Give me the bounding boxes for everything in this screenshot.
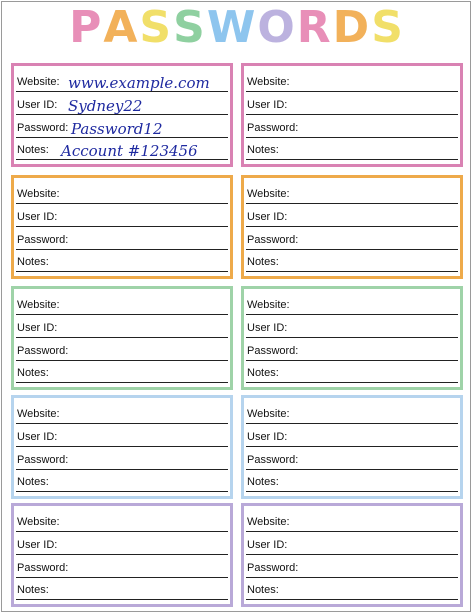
notes-field[interactable] <box>246 136 458 160</box>
user-id-field[interactable] <box>16 423 228 447</box>
password-field[interactable] <box>246 337 458 361</box>
notes-label: Notes: <box>17 584 49 596</box>
notes-field[interactable] <box>246 576 458 600</box>
title-letter: S <box>371 2 405 53</box>
website-label: Website: <box>17 516 60 528</box>
user-id-field[interactable] <box>16 531 228 555</box>
password-field[interactable] <box>246 446 458 470</box>
user-id-label: User ID: <box>247 539 288 551</box>
password-field[interactable] <box>246 554 458 578</box>
password-label: Password: <box>17 345 69 357</box>
title-letter: W <box>206 2 258 53</box>
website-value: www.example.com <box>68 74 210 92</box>
password-label: Password: <box>247 454 299 466</box>
title-letter: R <box>296 2 333 53</box>
user-id-label: User ID: <box>247 99 288 111</box>
notes-field[interactable] <box>16 359 228 383</box>
notes-field[interactable] <box>16 248 228 272</box>
website-label: Website: <box>247 408 290 420</box>
user-id-field[interactable] <box>246 314 458 338</box>
website-label: Website: <box>247 188 290 200</box>
notes-label: Notes: <box>17 367 49 379</box>
user-id-field[interactable] <box>246 531 458 555</box>
website-label: Website: <box>17 188 60 200</box>
notes-field[interactable] <box>246 359 458 383</box>
notes-field[interactable] <box>16 576 228 600</box>
password-entry-card <box>11 63 233 167</box>
website-field[interactable] <box>16 291 228 315</box>
password-field[interactable] <box>16 114 228 138</box>
password-field[interactable] <box>246 226 458 250</box>
notes-label: Notes: <box>247 144 279 156</box>
password-value: Password12 <box>71 120 163 138</box>
website-field[interactable] <box>16 68 228 92</box>
title-letter: A <box>103 2 140 53</box>
notes-field[interactable] <box>16 136 228 160</box>
user-id-field[interactable] <box>246 203 458 227</box>
password-field[interactable] <box>16 554 228 578</box>
password-label: Password: <box>17 122 69 134</box>
user-id-label: User ID: <box>17 431 58 443</box>
user-id-label: User ID: <box>247 211 288 223</box>
title-letter: D <box>332 2 372 53</box>
user-id-label: User ID: <box>17 539 58 551</box>
password-field[interactable] <box>16 337 228 361</box>
user-id-field[interactable] <box>16 91 228 115</box>
password-label: Password: <box>247 234 299 246</box>
notes-label: Notes: <box>17 256 49 268</box>
password-entry-card <box>241 63 463 167</box>
website-field[interactable] <box>16 508 228 532</box>
notes-label: Notes: <box>247 584 279 596</box>
password-entry-card <box>11 395 233 499</box>
password-label: Password: <box>247 562 299 574</box>
website-field[interactable] <box>246 68 458 92</box>
user-id-value: Sydney22 <box>68 97 143 115</box>
website-field[interactable] <box>16 400 228 424</box>
notes-label: Notes: <box>247 367 279 379</box>
website-field[interactable] <box>246 508 458 532</box>
title-letter: S <box>173 2 207 53</box>
page-title <box>0 2 474 54</box>
password-field[interactable] <box>246 114 458 138</box>
title-letter: S <box>139 2 174 53</box>
notes-field[interactable] <box>16 468 228 492</box>
user-id-label: User ID: <box>247 322 288 334</box>
website-label: Website: <box>247 299 290 311</box>
password-entry-card <box>241 286 463 390</box>
website-field[interactable] <box>246 400 458 424</box>
password-entry-card <box>11 286 233 390</box>
website-label: Website: <box>17 408 60 420</box>
website-label: Website: <box>17 76 60 88</box>
password-entry-card <box>11 503 233 607</box>
password-label: Password: <box>247 345 299 357</box>
website-label: Website: <box>247 76 290 88</box>
password-field[interactable] <box>16 226 228 250</box>
password-field[interactable] <box>16 446 228 470</box>
password-label: Password: <box>17 234 69 246</box>
notes-label: Notes: <box>247 256 279 268</box>
notes-field[interactable] <box>246 468 458 492</box>
notes-label: Notes: <box>17 476 49 488</box>
user-id-label: User ID: <box>247 431 288 443</box>
title-letter: O <box>257 2 297 53</box>
notes-value: Account #123456 <box>61 142 198 160</box>
password-entry-card <box>241 175 463 279</box>
password-label: Password: <box>247 122 299 134</box>
website-field[interactable] <box>16 180 228 204</box>
user-id-field[interactable] <box>246 91 458 115</box>
title-letter: P <box>69 2 104 53</box>
user-id-label: User ID: <box>17 99 58 111</box>
user-id-field[interactable] <box>16 314 228 338</box>
password-label: Password: <box>17 454 69 466</box>
password-entry-card <box>11 175 233 279</box>
password-entry-card <box>241 503 463 607</box>
password-label: Password: <box>17 562 69 574</box>
notes-label: Notes: <box>247 476 279 488</box>
website-label: Website: <box>247 516 290 528</box>
notes-field[interactable] <box>246 248 458 272</box>
password-entry-card <box>241 395 463 499</box>
user-id-label: User ID: <box>17 322 58 334</box>
user-id-label: User ID: <box>17 211 58 223</box>
user-id-field[interactable] <box>16 203 228 227</box>
website-field[interactable] <box>246 291 458 315</box>
user-id-field[interactable] <box>246 423 458 447</box>
notes-label: Notes: <box>17 144 49 156</box>
website-field[interactable] <box>246 180 458 204</box>
website-label: Website: <box>17 299 60 311</box>
